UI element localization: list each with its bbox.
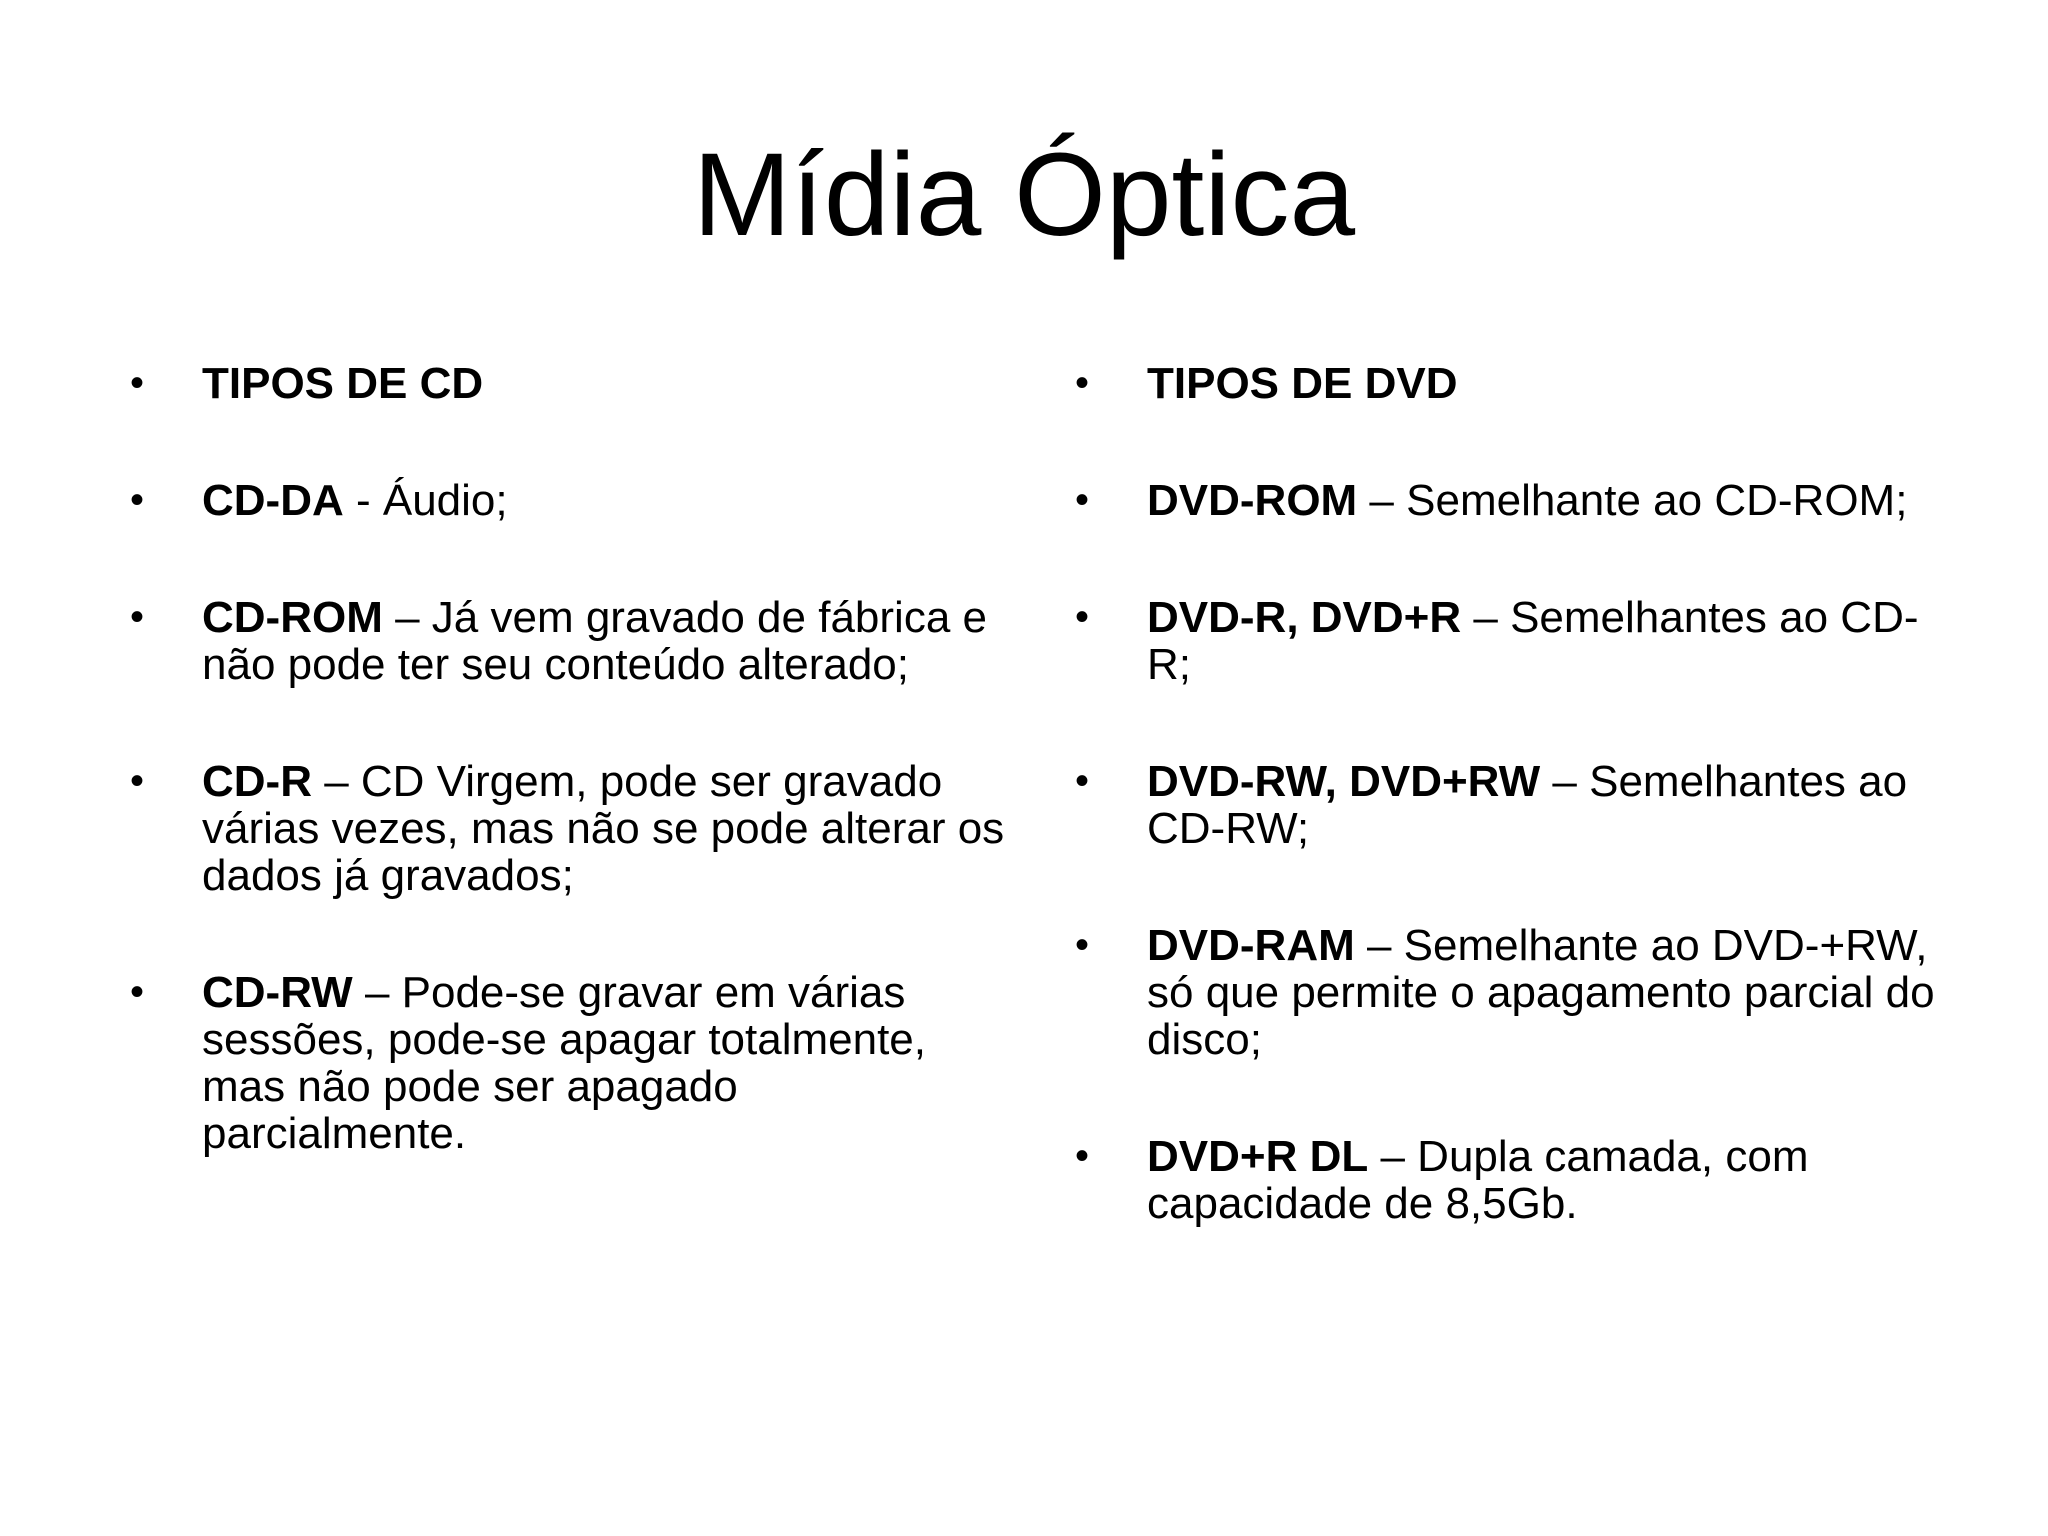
bullet-icon: • [1075, 759, 1090, 803]
bullet-icon: • [130, 478, 145, 522]
bullet-icon: • [1075, 595, 1090, 639]
item-description: – Dupla camada, com capacidade de 8,5Gb. [1147, 1132, 1809, 1228]
list-item-cd-da [130, 477, 1010, 524]
list-item-dvd-r [1075, 594, 1955, 688]
item-description: – Semelhante ao CD-ROM; [1357, 476, 1908, 525]
item-description: – CD Virgem, pode ser gravado várias vezes, mas não se pode alterar os dados já gravados; [202, 757, 1005, 900]
item-description: – Semelhantes ao CD-R; [1147, 593, 1919, 689]
item-description: – Já vem gravado de fábrica e não pode ter seu conteúdo alterado; [202, 593, 987, 689]
cd-types-heading-item [130, 360, 1010, 407]
item-term: CD-ROM [202, 593, 383, 642]
list-item-dvd-rom [1075, 477, 1955, 524]
list-item-cd-r [130, 758, 1010, 899]
item-term: CD-R [202, 757, 312, 806]
list-item-dvd-r-dl [1075, 1133, 1955, 1227]
item-description: – Pode-se gravar em várias sessões, pode-se apagar totalmente, mas não pode ser apagado parcialmente. [202, 968, 927, 1158]
item-term: DVD+R DL [1147, 1132, 1369, 1181]
list-item-dvd-ram [1075, 922, 1955, 1063]
item-description: – Semelhantes ao CD-RW; [1147, 757, 1908, 853]
slide-title: Mídia Óptica [692, 129, 1356, 261]
list-item-cd-rw [130, 969, 1010, 1157]
item-description: – Semelhante ao DVD-+RW, só que permite o apagamento parcial do disco; [1147, 921, 1935, 1064]
item-term: CD-RW [202, 968, 353, 1017]
dvd-types-heading-item [1075, 360, 1955, 407]
bullet-icon: • [1075, 478, 1090, 522]
bullet-icon: • [130, 595, 145, 639]
list-item-cd-rom [130, 594, 1010, 688]
bullet-icon: • [1075, 1134, 1090, 1178]
item-term: DVD-RW, DVD+RW [1147, 757, 1541, 806]
bullet-icon: • [130, 970, 145, 1014]
item-term: DVD-R, DVD+R [1147, 593, 1462, 642]
item-description: - Áudio; [343, 476, 508, 525]
cd-types-heading: TIPOS DE CD [202, 359, 484, 408]
bullet-icon: • [1075, 923, 1090, 967]
item-term: DVD-RAM [1147, 921, 1355, 970]
cd-types-list [130, 360, 1010, 1227]
item-term: CD-DA [202, 476, 344, 525]
bullet-icon: • [130, 759, 145, 803]
item-term: DVD-ROM [1147, 476, 1358, 525]
dvd-types-list [1075, 360, 1955, 1297]
bullet-icon: • [1075, 361, 1090, 405]
dvd-types-heading: TIPOS DE DVD [1147, 359, 1458, 408]
bullet-icon: • [130, 361, 145, 405]
list-item-dvd-rw [1075, 758, 1955, 852]
